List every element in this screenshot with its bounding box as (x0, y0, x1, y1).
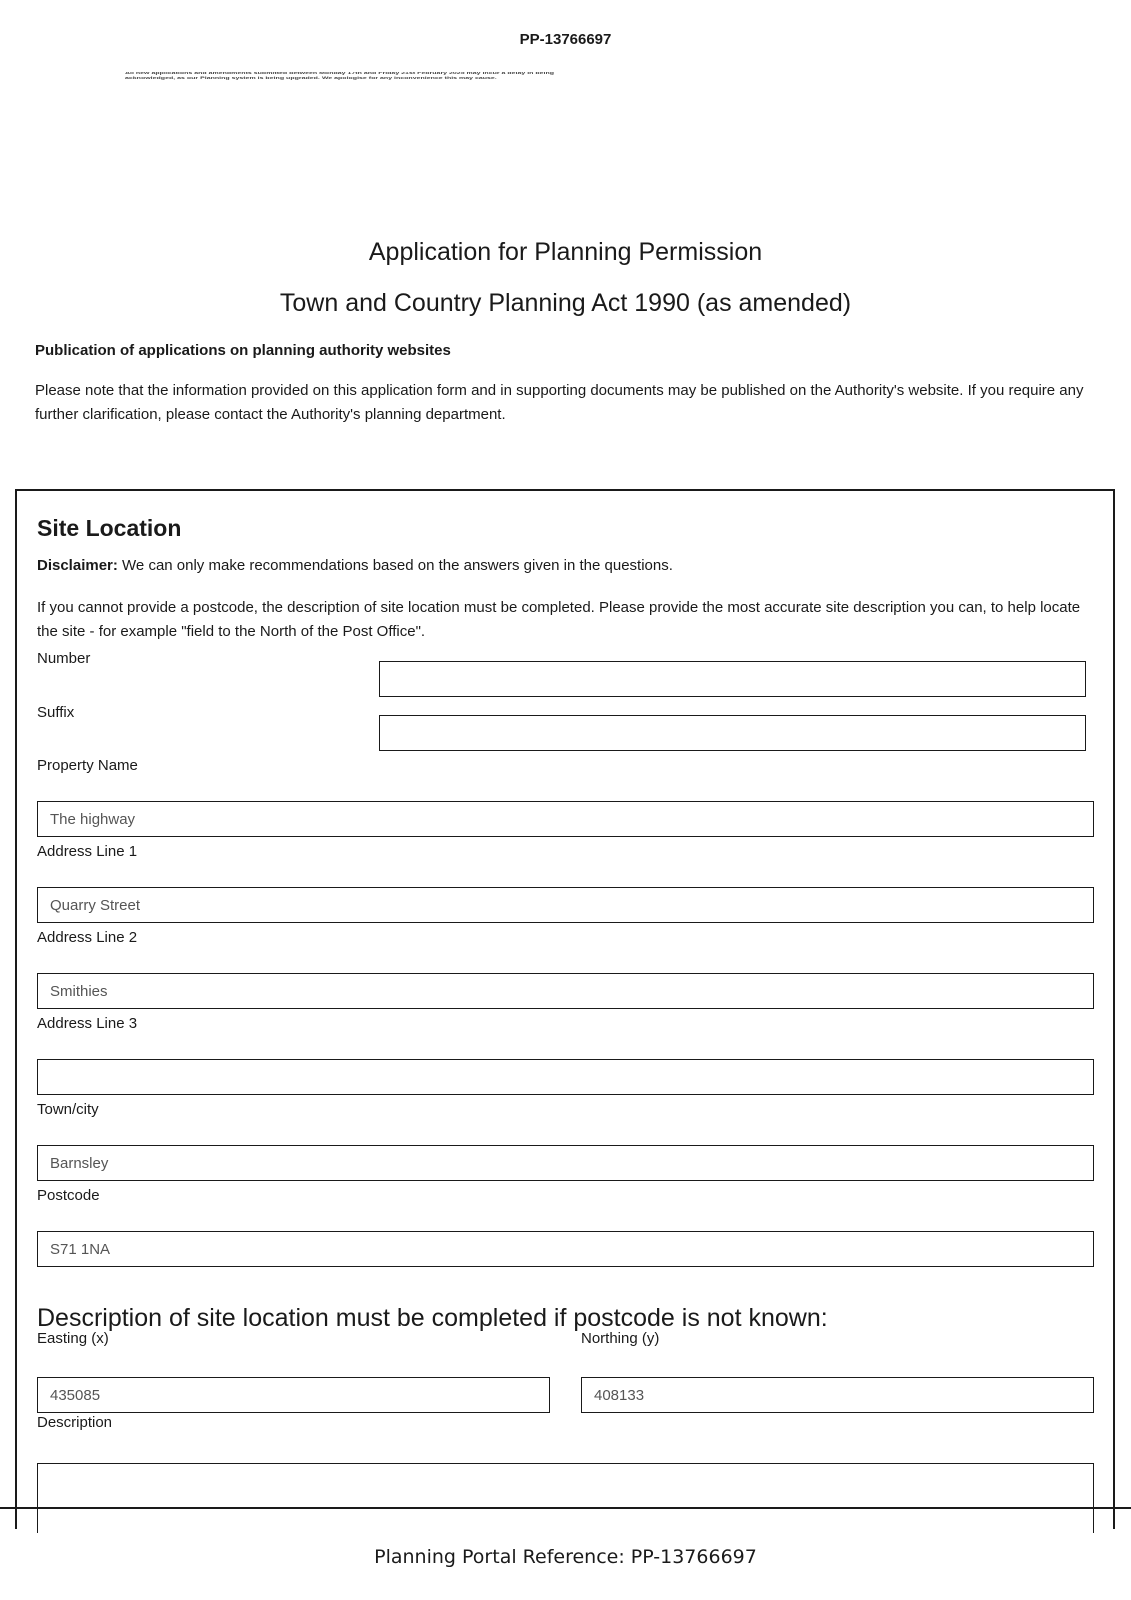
postcode-label: Postcode (37, 1187, 100, 1204)
address-line-2-label: Address Line 2 (37, 929, 138, 946)
publication-text: Please note that the information provided on this application form and in supporting documents may be published on the Authority's website. If you require any further clarification, please contact the Authority's planning department. (35, 382, 1084, 423)
footer-reference: Planning Portal Reference: PP-13766697 (374, 1546, 757, 1568)
form-title: Application for Planning Permission (368, 238, 763, 266)
suffix-label: Suffix (37, 704, 75, 721)
disclaimer-text: We can only make recommendations based on the answers given in the questions. (117, 557, 673, 574)
postcode-note: If you cannot provide a postcode, the description of site location must be completed. Please provide the most accurate site description you can, to help locate the site - for example "field to the North of the Post Office". (37, 599, 1081, 640)
reference-number: PP-13766697 (519, 31, 612, 48)
address-line-3-label: Address Line 3 (37, 1015, 138, 1032)
address-line-1-field[interactable] (37, 887, 1094, 923)
footer-divider (0, 1507, 1131, 1509)
planning-system-notice (125, 72, 925, 82)
northing-label: Northing (y) (581, 1330, 660, 1347)
publication-heading: Publication of applications on planning authority websites (35, 342, 451, 359)
site-location-panel (15, 489, 1115, 1529)
notice-line-2: acknowledged, as our Planning system is being upgraded. We apologise for any inconvenience this may cause. (125, 76, 497, 81)
notice-line-1: All new applications and amendments submitted between Monday 17th and Friday 21st February 2025 may incur a delay in being (125, 72, 555, 76)
northing-field[interactable] (581, 1377, 1094, 1413)
disclaimer-label: Disclaimer: (37, 557, 118, 574)
address-line-2-field[interactable] (37, 973, 1094, 1009)
easting-label: Easting (x) (37, 1330, 109, 1347)
suffix-field[interactable] (379, 715, 1086, 751)
act-title: Town and Country Planning Act 1990 (as amended) (279, 289, 852, 317)
description-label: Description (37, 1414, 113, 1431)
description-heading: Description of site location must be completed if postcode is not known: (37, 1304, 828, 1332)
disclaimer (37, 557, 673, 574)
address-line-1-label: Address Line 1 (37, 843, 138, 860)
number-field[interactable] (379, 661, 1086, 697)
town-city-field[interactable] (37, 1145, 1094, 1181)
number-label: Number (37, 650, 91, 667)
address-line-3-field[interactable] (37, 1059, 1094, 1095)
section-title: Site Location (37, 515, 182, 541)
property-name-field[interactable] (37, 801, 1094, 837)
postcode-field[interactable] (37, 1231, 1094, 1267)
town-city-label: Town/city (37, 1101, 99, 1118)
description-field[interactable] (37, 1463, 1094, 1533)
property-name-label: Property Name (37, 757, 138, 774)
easting-field[interactable] (37, 1377, 550, 1413)
